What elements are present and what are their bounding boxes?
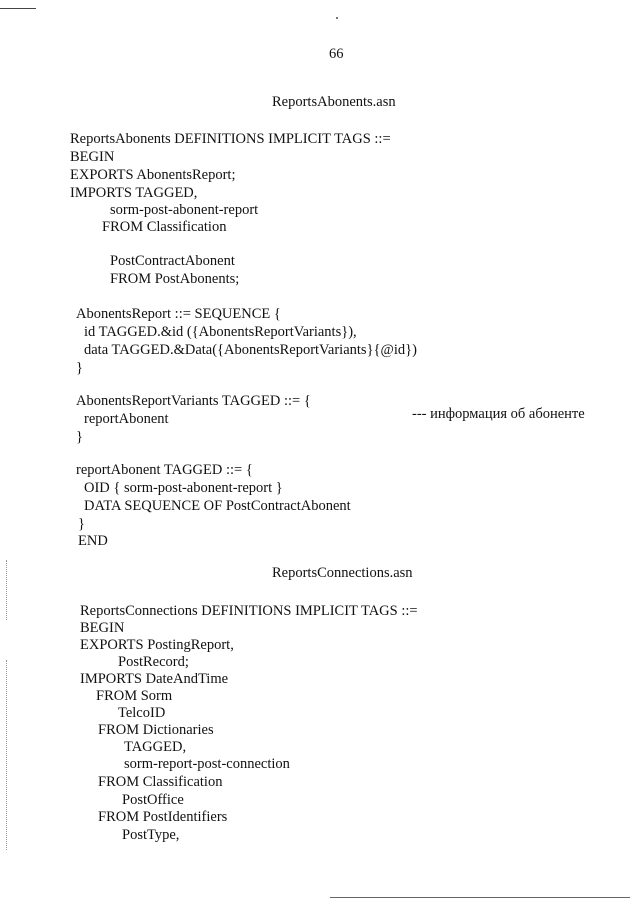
page-number: 66: [329, 46, 344, 62]
code-line: FROM Sorm: [96, 688, 173, 704]
section-title-connections: ReportsConnections.asn: [272, 565, 413, 581]
code-line: id TAGGED.&id ({AbonentsReportVariants}),: [84, 324, 357, 340]
code-line: TAGGED,: [124, 739, 187, 755]
code-line: PostContractAbonent: [110, 253, 235, 269]
scan-edge-mark: [0, 8, 36, 9]
code-line: }: [76, 360, 83, 376]
code-line: FROM Classification: [98, 774, 223, 790]
code-line: FROM PostIdentifiers: [98, 809, 228, 825]
code-line: ReportsAbonents DEFINITIONS IMPLICIT TAGS ::=: [70, 131, 391, 147]
code-line: FROM PostAbonents;: [110, 271, 240, 287]
code-line: AbonentsReport ::= SEQUENCE {: [76, 306, 281, 322]
code-line: PostOffice: [122, 792, 184, 808]
code-line: data TAGGED.&Data({AbonentsReportVariants}{@id}): [84, 342, 417, 358]
code-line: sorm-post-abonent-report: [110, 202, 259, 218]
code-line: reportAbonent TAGGED ::= {: [76, 462, 253, 478]
code-line: BEGIN: [70, 149, 115, 165]
scan-margin-mark: [6, 660, 9, 850]
scan-margin-mark: [6, 560, 9, 620]
code-line: AbonentsReportVariants TAGGED ::= {: [76, 393, 311, 409]
scan-speck: [336, 17, 338, 19]
code-line: IMPORTS TAGGED,: [70, 185, 198, 201]
code-line: IMPORTS DateAndTime: [80, 671, 229, 687]
code-line: EXPORTS AbonentsReport;: [70, 167, 236, 183]
code-line: PostType,: [122, 827, 180, 843]
code-line: ReportsConnections DEFINITIONS IMPLICIT TAGS ::=: [80, 603, 418, 619]
code-line: OID { sorm-post-abonent-report }: [84, 480, 283, 496]
code-line: FROM Dictionaries: [98, 722, 214, 738]
section-title-abonents: ReportsAbonents.asn: [272, 94, 396, 110]
code-line: FROM Classification: [102, 219, 227, 235]
code-line: DATA SEQUENCE OF PostContractAbonent: [84, 498, 351, 514]
code-line: PostRecord;: [118, 654, 189, 670]
scan-bottom-edge: [330, 897, 630, 898]
code-line: reportAbonent: [84, 411, 169, 427]
code-line: EXPORTS PostingReport,: [80, 637, 234, 653]
code-line: }: [76, 429, 83, 445]
code-line: }: [78, 516, 85, 532]
code-line: END: [78, 533, 108, 549]
code-line: TelcoID: [118, 705, 166, 721]
code-line: sorm-report-post-connection: [124, 756, 290, 772]
code-comment: --- информация об абоненте: [412, 406, 585, 422]
code-line: BEGIN: [80, 620, 125, 636]
